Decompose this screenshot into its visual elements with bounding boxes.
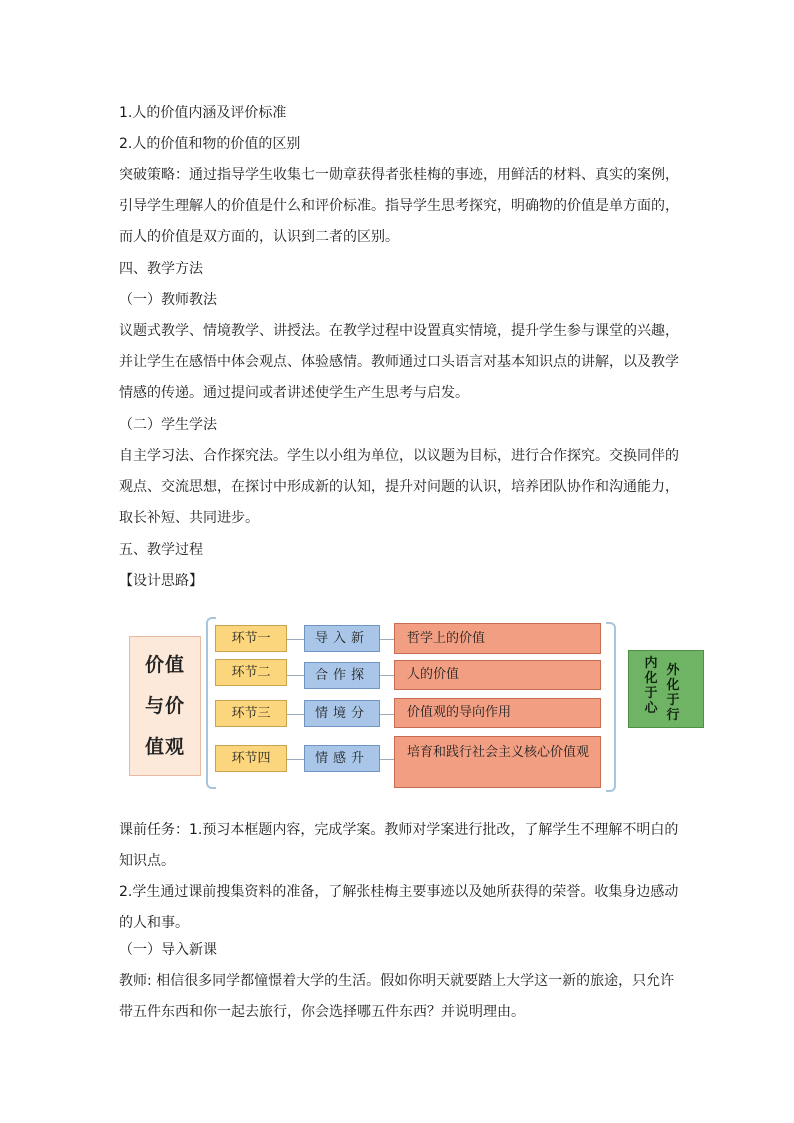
connector-4b (380, 759, 394, 760)
step-box-4: 环节四 (215, 745, 287, 772)
design-flow-diagram (126, 614, 706, 794)
side-left-column: 内化于心 (644, 656, 658, 716)
subheading-intro: （一）导入新课 (119, 942, 217, 958)
paragraph-3: 突破策略：通过指导学生收集七一勋章获得者张桂梅的事迹，用鲜活的材料、真实的案例，引导学生理解人的价值是什么和评价标准。指导学生思考探究，明确物的价值是单方面的，而人的价值是双方面的，认识到二者的区别。 (119, 167, 679, 245)
subheading-student-method: （二）学生学法 (119, 417, 217, 433)
design-idea-label: 【设计思路】 (119, 573, 203, 589)
paragraph-1: 1.人的价值内涵及评价标准 (119, 105, 287, 121)
side-summary-box (628, 650, 704, 728)
step-box-3: 环节三 (215, 700, 287, 727)
intro-paragraph: 教师: 相信很多同学都憧憬着大学的生活。假如你明天就要踏上大学这一新的旅途，只允许带五件东西和你一起去旅行，你会选择哪五件东西？并说明理由。 (119, 973, 675, 1020)
center-title-line-1: 价值 (144, 653, 185, 676)
connector-3a (287, 714, 304, 715)
side-right-column: 外化于行 (666, 663, 680, 723)
pre-class-task-paragraph: 课前任务：1.预习本框题内容，完成学案。教师对学案进行批改，了解学生不理解不明白的知识点。 (119, 822, 679, 869)
connector-2b (380, 675, 394, 676)
content-box-3: 价值观的导向作用 (394, 698, 601, 728)
connector-1b (380, 639, 394, 640)
center-title-box (129, 636, 201, 776)
pre-class-task-2-paragraph: 2.学生通过课前搜集资料的准备，了解张桂梅主要事迹以及她所获得的荣誉。收集身边感动的人和事。 (119, 884, 679, 931)
connector-1a (287, 639, 304, 640)
connector-2a (287, 675, 304, 676)
section-heading-4: 四、教学方法 (119, 261, 203, 277)
step-box-1: 环节一 (215, 625, 287, 652)
section-heading-5: 五、教学过程 (119, 542, 203, 558)
center-title-line-3: 值观 (144, 735, 185, 758)
right-bracket (606, 622, 616, 792)
paragraph-student-method: 自主学习法、合作探究法。学生以小组为单位，以议题为目标，进行合作探究。交换同伴的观点、交流思想，在探讨中形成新的认知，提升对问题的认识，培养团队协作和沟通能力，取长补短、共同进步。 (119, 448, 679, 526)
connector-3b (380, 714, 394, 715)
phase-box-1: 导入新 (304, 625, 380, 652)
center-title-line-2: 与价 (144, 694, 185, 717)
content-box-4: 培育和践行社会主义核心价值观 (394, 736, 601, 788)
connector-4a (287, 759, 304, 760)
phase-box-2: 合作探 (304, 662, 380, 689)
paragraph-2: 2.人的价值和物的价值的区别 (119, 136, 301, 152)
subheading-teacher-method: （一）教师教法 (119, 292, 217, 308)
phase-box-3: 情境分 (304, 700, 380, 727)
paragraph-teacher-method: 议题式教学、情境教学、讲授法。在教学过程中设置真实情境，提升学生参与课堂的兴趣，并让学生在感悟中体会观点、体验感情。教师通过口头语言对基本知识点的讲解，以及教学情感的传递。通过提问或者讲述使学生产生思考与启发。 (119, 323, 679, 401)
content-box-1: 哲学上的价值 (394, 623, 601, 654)
step-box-2: 环节二 (215, 659, 287, 686)
phase-box-4: 情感升 (304, 745, 380, 772)
content-box-2: 人的价值 (394, 660, 601, 690)
